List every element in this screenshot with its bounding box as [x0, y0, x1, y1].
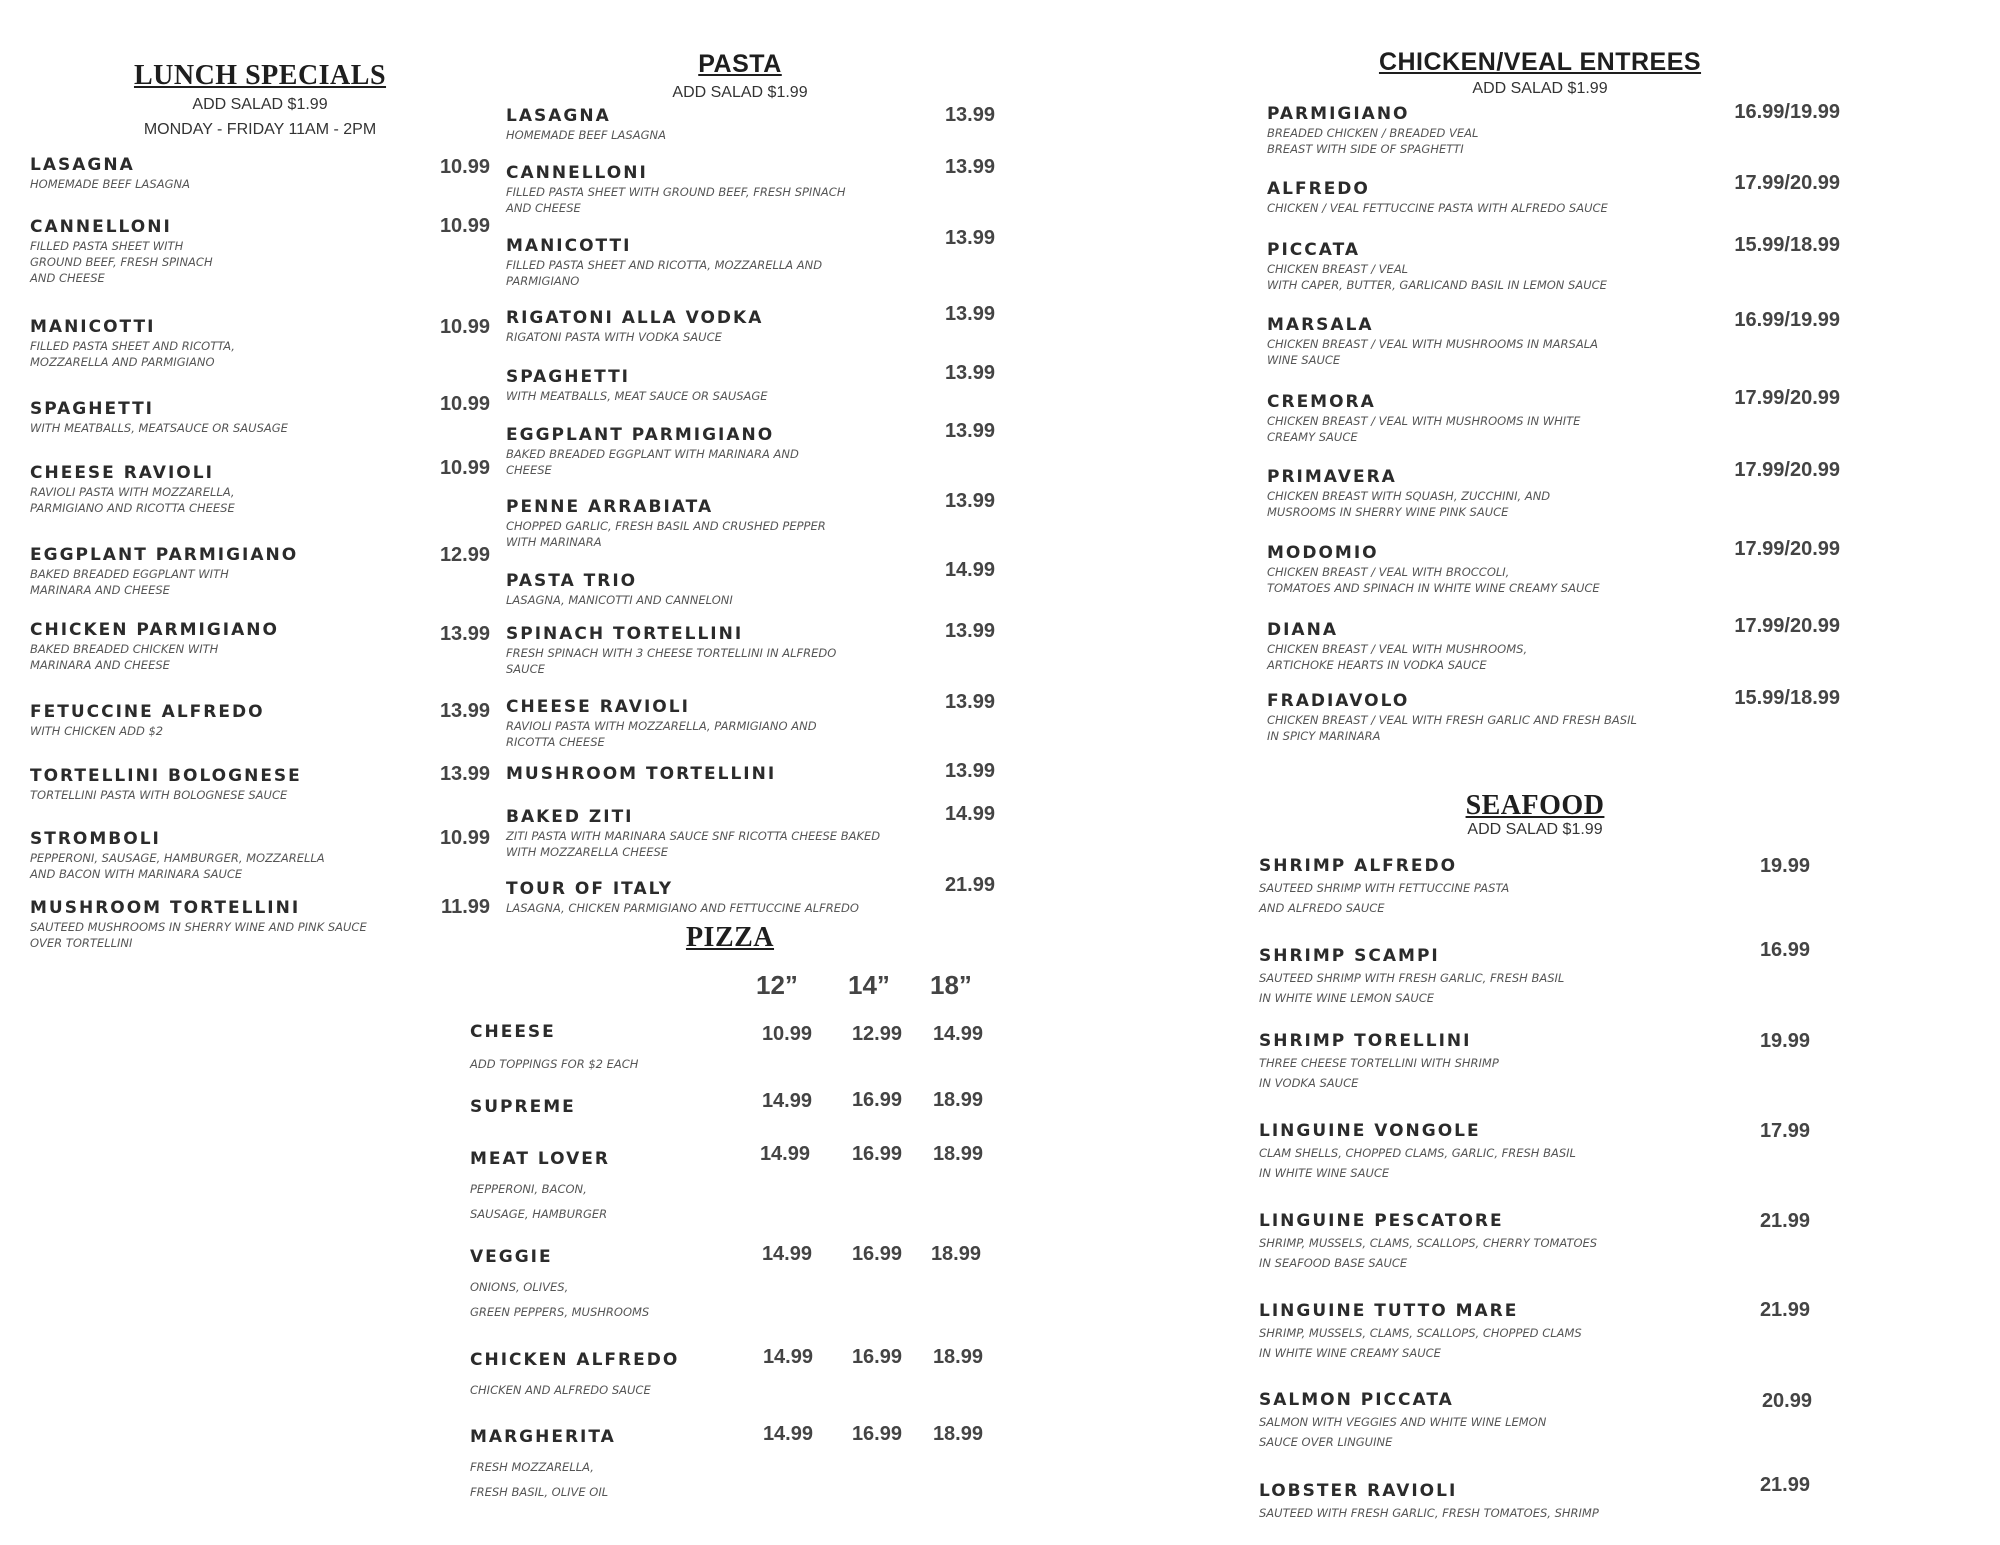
pizza-price-margherita-12: 14.99: [762, 1423, 813, 1445]
item-name: CANNELLONI: [30, 217, 172, 237]
seafood-price-shrimp-alfredo: 19.99: [1759, 855, 1810, 877]
item-desc: PEPPERONI, SAUSAGE, HAMBURGER, MOZZARELLA AND BACON WITH MARINARA SAUCE: [30, 851, 325, 881]
pizza-item-meat-lover: [470, 1149, 730, 1226]
item-desc: LASAGNA, CHICKEN PARMIGIANO AND FETTUCCINE ALFREDO: [506, 901, 859, 915]
pasta-price-cheese-ravioli: 13.99: [944, 691, 995, 713]
pizza-item-cheese: [470, 1022, 730, 1076]
item-name: CHICKEN PARMIGIANO: [30, 620, 279, 640]
lunch-price-cheese-ravioli: 10.99: [439, 457, 490, 479]
item-name: SHRIMP TORELLINI: [1259, 1031, 1472, 1051]
pasta-item-pasta-trio: [506, 571, 916, 608]
item-desc: BREADED CHICKEN / BREADED VEAL: [1267, 126, 1479, 140]
item-desc: CHICKEN BREAST WITH SQUASH, ZUCCHINI, AND: [1267, 489, 1551, 503]
item-desc: CHICKEN BREAST / VEAL WITH MUSHROOMS IN WHITE: [1267, 414, 1581, 428]
item-desc: FILLED PASTA SHEET AND RICOTTA, MOZZARELLA AND PARMIGIANO: [506, 258, 823, 288]
item-desc: BREAST WITH SIDE OF SPAGHETTI: [1267, 142, 1464, 156]
lunch-item-lasagna: [30, 155, 390, 192]
item-desc: ADD TOPPINGS FOR $2 EACH: [470, 1057, 639, 1071]
item-desc: SAUTEED SHRIMP WITH FRESH GARLIC, FRESH BASIL: [1259, 971, 1565, 985]
item-name: CHEESE RAVIOLI: [30, 463, 214, 483]
item-name: CREMORA: [1267, 392, 1376, 412]
pasta-price-baked-ziti: 14.99: [944, 803, 995, 825]
item-name: FETUCCINE ALFREDO: [30, 702, 265, 722]
item-name: PASTA TRIO: [506, 571, 638, 591]
chicken-price-alfredo: 17.99/20.99: [1734, 172, 1840, 194]
pizza-price-meat-lover-18: 18.99: [932, 1143, 983, 1165]
item-desc: FILLED PASTA SHEET WITH GROUND BEEF, FRESH SPINACH AND CHEESE: [506, 185, 846, 215]
pasta-item-rigatoni-alla-vodka: [506, 308, 916, 345]
seafood-item-shrimp-torellini: [1259, 1031, 1729, 1093]
item-desc: IN VODKA SAUCE: [1259, 1076, 1359, 1090]
seafood-price-lobster-ravioli: 21.99: [1759, 1474, 1810, 1496]
item-desc: BAKED BREADED EGGPLANT WITH MARINARA AND CHEESE: [30, 567, 229, 597]
item-name: LASAGNA: [506, 106, 611, 126]
pizza-item-margherita: [470, 1427, 730, 1504]
item-desc: IN WHITE WINE CREAMY SAUCE: [1259, 1346, 1441, 1360]
item-name: CANNELLONI: [506, 163, 648, 183]
item-name: FRADIAVOLO: [1267, 691, 1410, 711]
item-name: MUSHROOM TORTELLINI: [506, 764, 777, 784]
item-name: SHRIMP ALFREDO: [1259, 856, 1458, 876]
pizza-price-meat-lover-14: 16.99: [851, 1143, 902, 1165]
lunch-item-cannelloni: [30, 217, 390, 286]
pasta-price-cannelloni: 13.99: [944, 156, 995, 178]
item-desc: SAUSAGE, HAMBURGER: [470, 1207, 608, 1221]
item-desc: CHOPPED GARLIC, FRESH BASIL AND CRUSHED PEPPER WITH MARINARA: [506, 519, 826, 549]
item-name: MODOMIO: [1267, 543, 1379, 563]
pasta-price-rigatoni-alla-vodka: 13.99: [944, 303, 995, 325]
pasta-price-penne-arrabiata: 13.99: [944, 490, 995, 512]
seafood-item-lobster-ravioli: [1259, 1481, 1729, 1523]
item-name: CHEESE RAVIOLI: [506, 697, 690, 717]
item-name: SHRIMP SCAMPI: [1259, 946, 1440, 966]
lunch-price-chicken-parmigiano: 13.99: [439, 623, 490, 645]
pizza-size-18: 18”: [930, 970, 972, 1000]
item-desc: FRESH MOZZARELLA,: [470, 1460, 594, 1474]
item-name: CHEESE: [470, 1022, 556, 1042]
lunch-price-tortellini-bolognese: 13.99: [439, 763, 490, 785]
lunch-price-cannelloni: 10.99: [439, 215, 490, 237]
item-name: EGGPLANT PARMIGIANO: [30, 545, 299, 565]
pizza-item-supreme: [470, 1097, 730, 1117]
item-desc: ARTICHOKE HEARTS IN VODKA SAUCE: [1267, 658, 1487, 672]
lunch-price-eggplant-parmigiano: 12.99: [439, 544, 490, 566]
item-desc: CHICKEN BREAST / VEAL WITH FRESH GARLIC AND FRESH BASIL: [1267, 713, 1637, 727]
pasta-item-cannelloni: [506, 163, 916, 216]
lunch-item-eggplant-parmigiano: [30, 545, 390, 598]
lunch-price-mushroom-tortellini: 11.99: [441, 896, 490, 918]
pizza-price-supreme-18: 18.99: [932, 1089, 983, 1111]
item-name: LASAGNA: [30, 155, 135, 175]
lunch-item-stromboli: [30, 829, 390, 882]
item-name: MARSALA: [1267, 315, 1374, 335]
pasta-price-pasta-trio: 14.99: [944, 559, 995, 581]
item-name: LINGUINE PESCATORE: [1259, 1211, 1504, 1231]
item-desc: BAKED BREADED EGGPLANT WITH MARINARA AND CHEESE: [506, 447, 799, 477]
pizza-price-cheese-18: 14.99: [932, 1023, 983, 1045]
seafood-price-shrimp-torellini: 19.99: [1759, 1030, 1810, 1052]
pasta-item-cheese-ravioli: [506, 697, 916, 750]
item-name: TORTELLINI BOLOGNESE: [30, 766, 302, 786]
item-desc: THREE CHEESE TORTELLINI WITH SHRIMP: [1259, 1056, 1499, 1070]
chicken-price-fradiavolo: 15.99/18.99: [1734, 687, 1840, 709]
item-desc: MUSROOMS IN SHERRY WINE PINK SAUCE: [1267, 505, 1509, 519]
chicken-veal-title: CHICKEN/VEAL ENTREES: [1378, 48, 1702, 76]
item-name: LINGUINE VONGOLE: [1259, 1121, 1481, 1141]
item-name: VEGGIE: [470, 1247, 553, 1267]
item-desc: RAVIOLI PASTA WITH MOZZARELLA, PARMIGIANO AND RICOTTA CHEESE: [30, 485, 235, 515]
lunch-item-mushroom-tortellini: [30, 898, 390, 951]
item-desc: LASAGNA, MANICOTTI AND CANNELONI: [506, 593, 733, 607]
pasta-item-eggplant-parmigiano: [506, 425, 916, 478]
seafood-title: SEAFOOD: [1465, 790, 1605, 821]
pasta-price-tour-of-italy: 21.99: [944, 874, 995, 896]
item-desc: IN WHITE WINE LEMON SAUCE: [1259, 991, 1435, 1005]
item-desc: CHICKEN / VEAL FETTUCCINE PASTA WITH ALFREDO SAUCE: [1267, 201, 1608, 215]
chicken-salad-note: ADD SALAD $1.99: [1472, 80, 1608, 97]
chicken-price-cremora: 17.99/20.99: [1734, 387, 1840, 409]
pizza-price-chicken-alfredo-12: 14.99: [762, 1346, 813, 1368]
item-desc: SHRIMP, MUSSELS, CLAMS, SCALLOPS, CHOPPED CLAMS: [1259, 1326, 1582, 1340]
pasta-title: PASTA: [698, 50, 782, 78]
item-name: TOUR OF ITALY: [506, 879, 674, 899]
pasta-price-spinach-tortellini: 13.99: [944, 620, 995, 642]
chicken-price-piccata: 15.99/18.99: [1734, 234, 1840, 256]
item-desc: FRESH BASIL, OLIVE OIL: [470, 1485, 609, 1499]
lunch-hours-note: MONDAY - FRIDAY 11AM - 2PM: [143, 121, 377, 138]
lunch-item-cheese-ravioli: [30, 463, 390, 516]
item-name: MUSHROOM TORTELLINI: [30, 898, 301, 918]
lunch-item-chicken-parmigiano: [30, 620, 390, 673]
pizza-price-veggie-12: 14.99: [761, 1243, 812, 1265]
item-desc: ZITI PASTA WITH MARINARA SAUCE SNF RICOTTA CHEESE BAKED WITH MOZZARELLA CHEESE: [506, 829, 881, 859]
item-desc: RIGATONI PASTA WITH VODKA SAUCE: [506, 330, 722, 344]
item-name: PRIMAVERA: [1267, 467, 1397, 487]
pizza-price-cheese-14: 12.99: [851, 1023, 902, 1045]
pizza-price-veggie-14: 16.99: [851, 1243, 902, 1265]
pizza-title: PIZZA: [685, 922, 775, 953]
lunch-item-manicotti: [30, 317, 390, 370]
chicken-price-marsala: 16.99/19.99: [1734, 309, 1840, 331]
item-desc: CHICKEN BREAST / VEAL WITH MUSHROOMS,: [1267, 642, 1528, 656]
chicken-price-diana: 17.99/20.99: [1734, 615, 1840, 637]
item-desc: TORTELLINI PASTA WITH BOLOGNESE SAUCE: [30, 788, 288, 802]
item-name: SPINACH TORTELLINI: [506, 624, 744, 644]
lunch-price-lasagna: 10.99: [439, 156, 490, 178]
item-desc: HOMEMADE BEEF LASAGNA: [30, 177, 190, 191]
item-name: MANICOTTI: [30, 317, 156, 337]
item-name: STROMBOLI: [30, 829, 161, 849]
item-desc: WINE SAUCE: [1267, 353, 1341, 367]
item-desc: IN SEAFOOD BASE SAUCE: [1259, 1256, 1408, 1270]
item-desc: SAUTEED WITH FRESH GARLIC, FRESH TOMATOES, SHRIMP: [1259, 1506, 1599, 1520]
pizza-price-margherita-14: 16.99: [851, 1423, 902, 1445]
lunch-price-fetuccine-alfredo: 13.99: [439, 700, 490, 722]
item-name: SPAGHETTI: [506, 367, 631, 387]
item-desc: ONIONS, OLIVES,: [470, 1280, 569, 1294]
pizza-size-14: 14”: [848, 970, 890, 1000]
item-name: PENNE ARRABIATA: [506, 497, 714, 517]
seafood-price-linguine-tutto-mare: 21.99: [1759, 1299, 1810, 1321]
item-desc: CHICKEN BREAST / VEAL: [1267, 262, 1409, 276]
item-desc: RAVIOLI PASTA WITH MOZZARELLA, PARMIGIANO AND RICOTTA CHEESE: [506, 719, 817, 749]
pasta-item-manicotti: [506, 236, 916, 289]
item-desc: PEPPERONI, BACON,: [470, 1182, 587, 1196]
item-name: PICCATA: [1267, 240, 1361, 260]
item-desc: IN SPICY MARINARA: [1267, 729, 1381, 743]
item-name: MEAT LOVER: [470, 1149, 610, 1169]
seafood-item-shrimp-alfredo: [1259, 856, 1729, 918]
item-desc: BAKED BREADED CHICKEN WITH MARINARA AND CHEESE: [30, 642, 219, 672]
item-name: SUPREME: [470, 1097, 576, 1117]
lunch-item-fetuccine-alfredo: [30, 702, 390, 739]
pizza-price-veggie-18: 18.99: [930, 1243, 981, 1265]
item-name: LOBSTER RAVIOLI: [1259, 1481, 1458, 1501]
item-desc: SAUTEED MUSHROOMS IN SHERRY WINE AND PINK SAUCE OVER TORTELLINI: [30, 920, 367, 950]
seafood-price-shrimp-scampi: 16.99: [1759, 939, 1810, 961]
item-desc: SAUCE OVER LINGUINE: [1259, 1435, 1393, 1449]
pizza-size-12: 12”: [756, 970, 798, 1000]
item-desc: CHICKEN BREAST / VEAL WITH MUSHROOMS IN MARSALA: [1267, 337, 1598, 351]
pasta-price-eggplant-parmigiano: 13.99: [944, 420, 995, 442]
item-desc: SAUTEED SHRIMP WITH FETTUCCINE PASTA: [1259, 881, 1510, 895]
lunch-price-manicotti: 10.99: [439, 316, 490, 338]
lunch-price-stromboli: 10.99: [439, 827, 490, 849]
seafood-item-linguine-vongole: [1259, 1121, 1729, 1183]
pasta-salad-note: ADD SALAD $1.99: [672, 84, 808, 101]
item-desc: TOMATOES AND SPINACH IN WHITE WINE CREAMY SAUCE: [1267, 581, 1600, 595]
item-name: MARGHERITA: [470, 1427, 616, 1447]
lunch-item-tortellini-bolognese: [30, 766, 390, 803]
pasta-price-manicotti: 13.99: [944, 227, 995, 249]
item-name: ALFREDO: [1267, 179, 1370, 199]
pizza-price-chicken-alfredo-14: 16.99: [851, 1346, 902, 1368]
chicken-price-modomio: 17.99/20.99: [1734, 538, 1840, 560]
item-desc: FILLED PASTA SHEET WITH GROUND BEEF, FRESH SPINACH AND CHEESE: [30, 239, 213, 285]
pasta-item-mushroom-tortellini: [506, 764, 916, 784]
pizza-price-supreme-12: 14.99: [761, 1090, 812, 1112]
pasta-price-lasagna: 13.99: [944, 104, 995, 126]
item-desc: SHRIMP, MUSSELS, CLAMS, SCALLOPS, CHERRY TOMATOES: [1259, 1236, 1598, 1250]
item-name: CHICKEN ALFREDO: [470, 1350, 680, 1370]
item-name: DIANA: [1267, 620, 1338, 640]
item-desc: CREAMY SAUCE: [1267, 430, 1358, 444]
item-desc: WITH MEATBALLS, MEAT SAUCE OR SAUSAGE: [506, 389, 768, 403]
pizza-price-chicken-alfredo-18: 18.99: [932, 1346, 983, 1368]
seafood-item-salmon-piccata: [1259, 1390, 1729, 1452]
item-desc: CHICKEN BREAST / VEAL WITH BROCCOLI,: [1267, 565, 1510, 579]
seafood-item-linguine-pescatore: [1259, 1211, 1729, 1273]
pasta-price-mushroom-tortellini: 13.99: [944, 760, 995, 782]
seafood-salad-note: ADD SALAD $1.99: [1467, 821, 1603, 838]
pizza-price-supreme-14: 16.99: [851, 1089, 902, 1111]
chicken-price-parmigiano: 16.99/19.99: [1734, 101, 1840, 123]
seafood-price-linguine-vongole: 17.99: [1759, 1120, 1810, 1142]
seafood-price-salmon-piccata: 20.99: [1761, 1390, 1812, 1412]
chicken-price-primavera: 17.99/20.99: [1734, 459, 1840, 481]
item-desc: IN WHITE WINE SAUCE: [1259, 1166, 1390, 1180]
item-name: SALMON PICCATA: [1259, 1390, 1454, 1410]
item-desc: WITH CAPER, BUTTER, GARLICAND BASIL IN LEMON SAUCE: [1267, 278, 1607, 292]
pasta-item-lasagna: [506, 106, 916, 143]
item-desc: FILLED PASTA SHEET AND RICOTTA, MOZZARELLA AND PARMIGIANO: [30, 339, 235, 369]
seafood-price-linguine-pescatore: 21.99: [1759, 1210, 1810, 1232]
pasta-item-baked-ziti: [506, 807, 916, 860]
lunch-specials-title: LUNCH SPECIALS: [133, 60, 387, 91]
pizza-item-veggie: [470, 1247, 730, 1324]
item-desc: WITH CHICKEN ADD $2: [30, 724, 164, 738]
item-desc: SALMON WITH VEGGIES AND WHITE WINE LEMON: [1259, 1415, 1547, 1429]
item-name: MANICOTTI: [506, 236, 632, 256]
item-desc: HOMEMADE BEEF LASAGNA: [506, 128, 666, 142]
item-desc: GREEN PEPPERS, MUSHROOMS: [470, 1305, 650, 1319]
item-name: EGGPLANT PARMIGIANO: [506, 425, 775, 445]
seafood-item-shrimp-scampi: [1259, 946, 1729, 1008]
item-desc: WITH MEATBALLS, MEATSAUCE OR SAUSAGE: [30, 421, 288, 435]
item-desc: CHICKEN AND ALFREDO SAUCE: [470, 1383, 651, 1397]
item-name: LINGUINE TUTTO MARE: [1259, 1301, 1519, 1321]
pasta-item-spinach-tortellini: [506, 624, 916, 677]
item-name: RIGATONI ALLA VODKA: [506, 308, 764, 328]
lunch-item-spaghetti: [30, 399, 390, 436]
item-desc: AND ALFREDO SAUCE: [1259, 901, 1385, 915]
pizza-price-meat-lover-12: 14.99: [759, 1143, 810, 1165]
pizza-price-cheese-12: 10.99: [761, 1023, 812, 1045]
seafood-item-linguine-tutto-mare: [1259, 1301, 1729, 1363]
lunch-price-spaghetti: 10.99: [439, 393, 490, 415]
pasta-item-penne-arrabiata: [506, 497, 916, 550]
pasta-item-spaghetti: [506, 367, 916, 404]
lunch-salad-note: ADD SALAD $1.99: [192, 96, 328, 113]
item-name: SPAGHETTI: [30, 399, 155, 419]
pizza-item-chicken-alfredo: [470, 1350, 730, 1402]
item-name: BAKED ZITI: [506, 807, 634, 827]
item-desc: CLAM SHELLS, CHOPPED CLAMS, GARLIC, FRESH BASIL: [1259, 1146, 1576, 1160]
item-desc: FRESH SPINACH WITH 3 CHEESE TORTELLINI IN ALFREDO SAUCE: [506, 646, 837, 676]
pasta-item-tour-of-italy: [506, 879, 916, 916]
pizza-price-margherita-18: 18.99: [932, 1423, 983, 1445]
item-name: PARMIGIANO: [1267, 104, 1410, 124]
pasta-price-spaghetti: 13.99: [944, 362, 995, 384]
